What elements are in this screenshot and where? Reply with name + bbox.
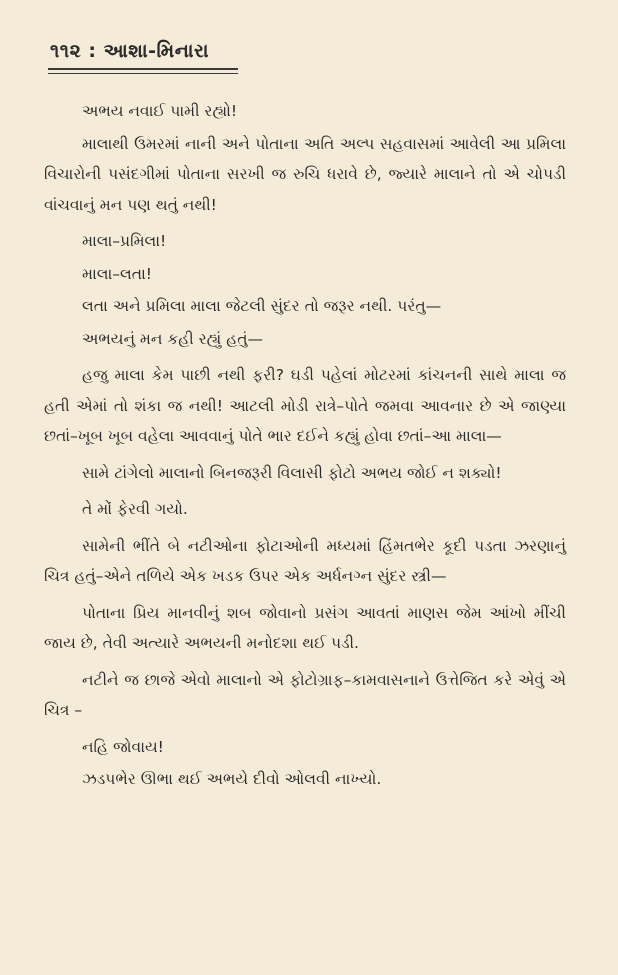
paragraph: સામે ટાંગેલો માલાનો બિનજરૂરી વિલાસી ફોટો અભય જોઈ ન શક્યો! bbox=[82, 463, 502, 482]
paragraph: માલાથી ઉમરમાં નાની અને પોતાના અતિ અલ્પ સહવાસમાં આવેલી આ પ્રમિલા વિચારોની પસંદગીમાં પોતાના સરખી જ રુચિ ધરાવે છે, જ્યારે માલાને તો એ ચોપડી વાંચવાનું મન પણ થતું નથી! bbox=[44, 134, 566, 214]
paragraph: માલા–પ્રમિલા! bbox=[82, 232, 167, 250]
running-header bbox=[50, 40, 566, 62]
paragraph: તે મોં ફેરવી ગયો. bbox=[82, 500, 188, 518]
paragraph: લતા અને પ્રમિલા માલા જેટલી સુંદર તો જરૂર નથી. પરંતુ— bbox=[82, 297, 442, 315]
paragraph: અભયનું મન કહી રહ્યું હતું— bbox=[82, 329, 263, 348]
page-body bbox=[44, 96, 566, 795]
paragraph: નટીને જ છાજે એવો માલાનો એ ફોટોગ્રાફ–કામવાસનાને ઉત્તેજિત કરે એવું એ ચિત્ર – bbox=[44, 670, 566, 719]
paragraph: માલા–લતા! bbox=[82, 264, 153, 283]
paragraph: પોતાના પ્રિય માનવીનું શબ જોવાનો પ્રસંગ આવતાં માણસ જેમ આંખો મીંચી જાય છે, તેવી અત્યારે અભયની મનોદશા થઈ પડી. bbox=[44, 603, 566, 652]
paragraph: અભય નવાઈ પામી રહ્યો! bbox=[82, 102, 238, 120]
header-rule bbox=[48, 68, 238, 70]
paragraph: સામેની ભીંતે બે નટીઓના ફોટાઓની મધ્યમાં હિંમતભેર કૂદી પડતા ઝરણાનું ચિત્ર હતું–એને તળિયે એક ખડક ઉપર એક અર્ધનગ્ન સુંદર સ્ત્રી— bbox=[44, 536, 566, 585]
page-number: ૧૧૨ bbox=[50, 40, 82, 62]
book-title: આશા-મિનારા bbox=[103, 40, 209, 62]
paragraph: ઝડપભેર ઊભા થઈ અભયે દીવો ઓલવી નાખ્યો. bbox=[82, 770, 382, 788]
header-separator: : bbox=[88, 40, 97, 62]
paragraph: હજુ માલા કેમ પાછી નથી ફરી? ઘડી પહેલાં મોટરમાં કાંચનની સાથે માલા જ હતી એમાં તો શંકા જ નથી! આટલી મોડી રાત્રે–પોતે જમવા આવનાર છે એ જાણ્યા છતાં–ખૂબ ખૂબ વહેલા આવવાનું પોતે ભાર દઈને કહ્યું હોવા છતાં–આ માલા— bbox=[44, 366, 566, 445]
paragraph: નહિ જોવાય! bbox=[82, 737, 164, 756]
